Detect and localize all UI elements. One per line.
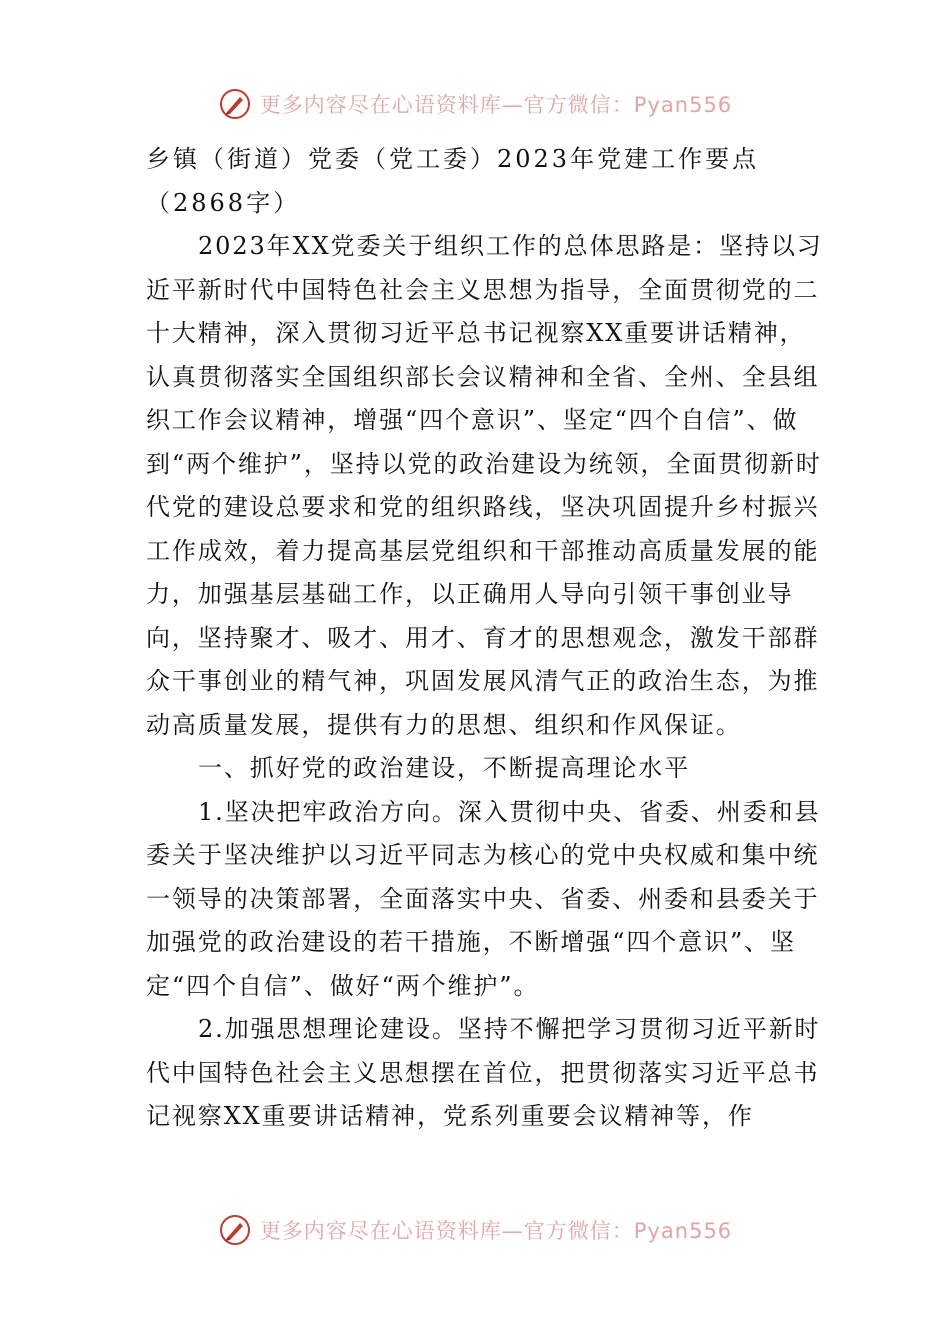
section-heading-1: 一、抓好党的政治建设，不断提高理论水平 [198,754,691,782]
paragraph-item-1: 1.坚决把牢政治方向。深入贯彻中央、省委、州委和县委关于坚决维护以习近平同志为核心的党中央权威和集中统一领导的决策部署，全面落实中央、省委、州委和县委关于加强党的政治建设的若干措施，不断增强“四个意识”、坚定“四个自信”、做好“两个维护”。 [146,797,821,1000]
watermark-text: 更多内容尽在心语资料库—官方微信：Pyan556 [259,93,733,117]
paragraph-item-2: 2.加强思想理论建设。坚持不懈把学习贯彻习近平新时代中国特色社会主义思想摆在首位，把贯彻落实习近平总书记视察XX重要讲话精神，党系列重要会议精神等，作 [146,1015,821,1130]
watermark-footer [0,1210,950,1250]
document-body [146,138,826,1139]
watermark-header [0,84,950,124]
pen-logo-icon [218,87,252,121]
pen-logo-icon [218,1213,252,1247]
document-title: 乡镇（街道）党委（党工委）2023年党建工作要点（2868字） [146,145,760,217]
watermark-text: 更多内容尽在心语资料库—官方微信：Pyan556 [259,1219,733,1243]
paragraph-intro: 2023年XX党委关于组织工作的总体思路是：坚持以习近平新时代中国特色社会主义思想为指导，全面贯彻党的二十大精神，深入贯彻习近平总书记视察XX重要讲话精神，认真贯彻落实全国组织部长会议精神和全省、全州、全县组织工作会议精神，增强“四个意识”、坚定“四个自信”、做到“两个维护”，坚持以党的政治建设为统领，全面贯彻新时代党的建设总要求和党的组织路线，坚决巩固提升乡村振兴工作成效，着力提高基层党组织和干部推动高质量发展的能力，加强基层基础工作，以正确用人导向引领干事创业导向，坚持聚才、吸才、用才、育才的思想观念，激发干部群众干事创业的精气神，巩固发展风清气正的政治生态，为推动高质量发展，提供有力的思想、组织和作风保证。 [146,232,823,739]
